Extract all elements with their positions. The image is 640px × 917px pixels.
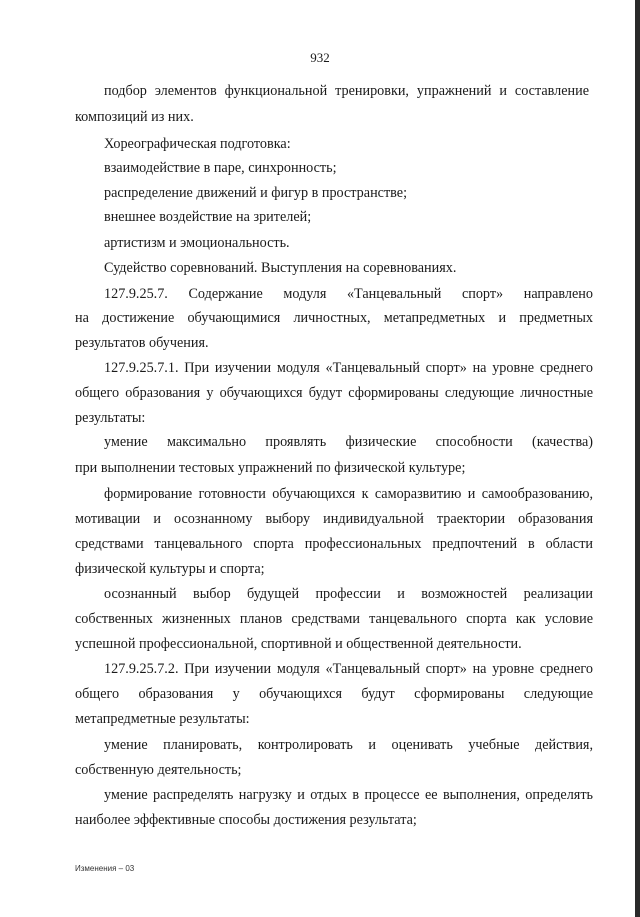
text-line: артистизм и эмоциональность.	[104, 235, 290, 251]
text-line: формирование готовности обучающихся к саморазвитию и самообразованию,	[104, 486, 593, 502]
scan-edge	[635, 0, 640, 917]
page-number: 932	[310, 50, 330, 65]
text-line: внешнее воздействие на зрителей;	[104, 209, 312, 225]
text-line: при выполнении тестовых упражнений по физической культуре;	[75, 460, 466, 476]
text-line: 127.9.25.7.1. При изучении модуля «Танцевальный спорт» на уровне среднего	[104, 360, 593, 376]
text-line: собственных жизненных планов средствами танцевального спорта как условие	[75, 611, 593, 627]
text-line: результаты:	[75, 410, 146, 426]
text-line: композиций из них.	[75, 109, 194, 125]
text-line: распределение движений и фигур в пространстве;	[104, 185, 408, 201]
text-line: мотивации и осознанному выбору индивидуальной траектории образования	[75, 511, 593, 527]
text-line: Судейство соревнований. Выступления на соревнованиях.	[104, 260, 457, 276]
text-line: 127.9.25.7.2. При изучении модуля «Танцевальный спорт» на уровне среднего	[104, 661, 593, 677]
text-line: физической культуры и спорта;	[75, 561, 265, 577]
text-line: умение максимально проявлять физические способности (качества)	[104, 434, 593, 450]
text-line: подбор элементов функциональной тренировки, упражнений и составление	[104, 83, 589, 99]
text-line: взаимодействие в паре, синхронность;	[104, 160, 337, 176]
text-line: умение распределять нагрузку и отдых в процессе ее выполнения, определять	[104, 787, 593, 803]
text-line: средствами танцевального спорта профессиональных предпочтений в области	[75, 536, 593, 552]
text-line: Хореографическая подготовка:	[104, 136, 291, 152]
footer-revision: Изменения – 03	[75, 864, 135, 873]
text-line: осознанный выбор будущей профессии и возможностей реализации	[104, 586, 593, 602]
text-line: умение планировать, контролировать и оценивать учебные действия,	[104, 737, 593, 753]
text-line: успешной профессиональной, спортивной и общественной деятельности.	[75, 636, 522, 652]
text-line: метапредметные результаты:	[75, 711, 250, 727]
text-line: общего образования у обучающихся будут сформированы следующие	[75, 686, 593, 702]
text-line: на достижение обучающимися личностных, метапредметных и предметных	[75, 310, 593, 326]
text-line: наиболее эффективные способы достижения результата;	[75, 812, 417, 828]
text-line: результатов обучения.	[75, 335, 209, 351]
text-line: общего образования у обучающихся будут сформированы следующие личностные	[75, 385, 593, 401]
text-line: собственную деятельность;	[75, 762, 242, 778]
text-line: 127.9.25.7. Содержание модуля «Танцевальный спорт» направлено	[104, 286, 593, 302]
